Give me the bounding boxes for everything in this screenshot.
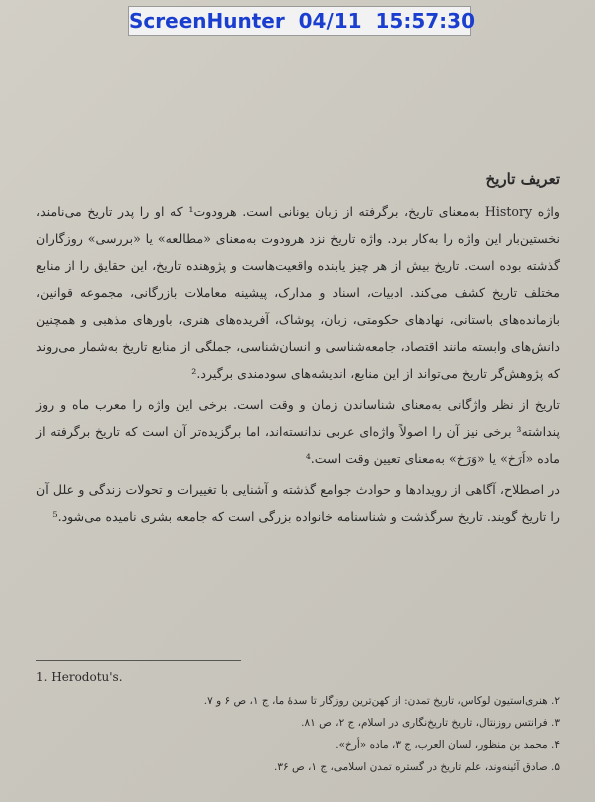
screenhunter-watermark: ScreenHunter 04/11 15:57:30 <box>128 6 471 36</box>
paragraph-history-definition: واژه History به‌معنای تاریخ، برگرفته از زبان یونانی است. هرودوت¹ که او را پدر تاریخ می‌نامند، نخستین‌بار این واژه را به‌کار برد. واژه تاریخ نزد هرودوت به‌معنای «مطالعه» یا «بررسی» روزگاران گذشته بوده است. تاریخ بیش از هر چیز یابنده واقعیت‌هاست و پژوهنده تاریخ، این حقایق را از منابع مختلف تاریخ کشف می‌کند. ادبیات، اسناد و مدارک، پیشینه معاملات بازرگانی، مجموعه قوانین، بازمانده‌های باستانی، نهادهای حکومتی، زبان، پوشاک، آفریده‌های هنری، باورهای مذهبی و همچنین دانش‌های وابسته مانند اقتصاد، جامعه‌شناسی و انسان‌شناسی، جملگی از منابع تاریخ به‌شمار می‌روند که پژوهش‌گر تاریخ می‌تواند از این منابع، اندیشه‌های سودمندی برگیرد.² <box>36 204 560 381</box>
paragraph-etymology: تاریخ از نظر واژگانی به‌معنای شناساندن زمان و وقت است. برخی این واژه را معرب ماه و روز پنداشته³ برخی نیز آن را اصولاً واژه‌ای عربی ندانسته‌اند، اما برگزیده‌تر آن است که تاریخ برگرفته از ماده «اَرَخ» یا «وَرَخ» به‌معنای تعیین وقت است.⁴ <box>36 397 560 466</box>
document-body <box>36 170 560 534</box>
footnote-1: 1. Herodotu's. <box>36 670 123 684</box>
footnote-divider <box>36 660 241 661</box>
footnote-4: ۴. محمد بن منظور، لسان العرب، ج ۳، ماده «أرخ». <box>335 739 560 751</box>
section-heading: تعریف تاریخ <box>485 170 560 188</box>
footnote-2: ۲. هنری‌استیون لوکاس، تاریخ تمدن: از کهن‌ترین روزگار تا سدهٔ ما، ج ۱، ص ۶ و ۷. <box>203 695 560 707</box>
footnotes-list <box>36 690 560 778</box>
footnote-3: ۳. فرانتس روزنتال، تاریخ تاریخ‌نگاری در اسلام، ج ۲، ص ۸۱. <box>301 717 560 729</box>
paragraph-terminology: در اصطلاح، آگاهی از رویدادها و حوادث جوامع گذشته و آشنایی با تغییرات و تحولات زندگی و علل آن را تاریخ گویند. تاریخ سرگذشت و شناسنامه خانواده بزرگی است که جامعه بشری نامیده می‌شود.⁵ <box>36 482 560 524</box>
footnote-5: ۵. صادق آئینه‌وند، علم تاریخ در گستره تمدن اسلامی، ج ۱، ص ۳۶. <box>274 761 560 773</box>
